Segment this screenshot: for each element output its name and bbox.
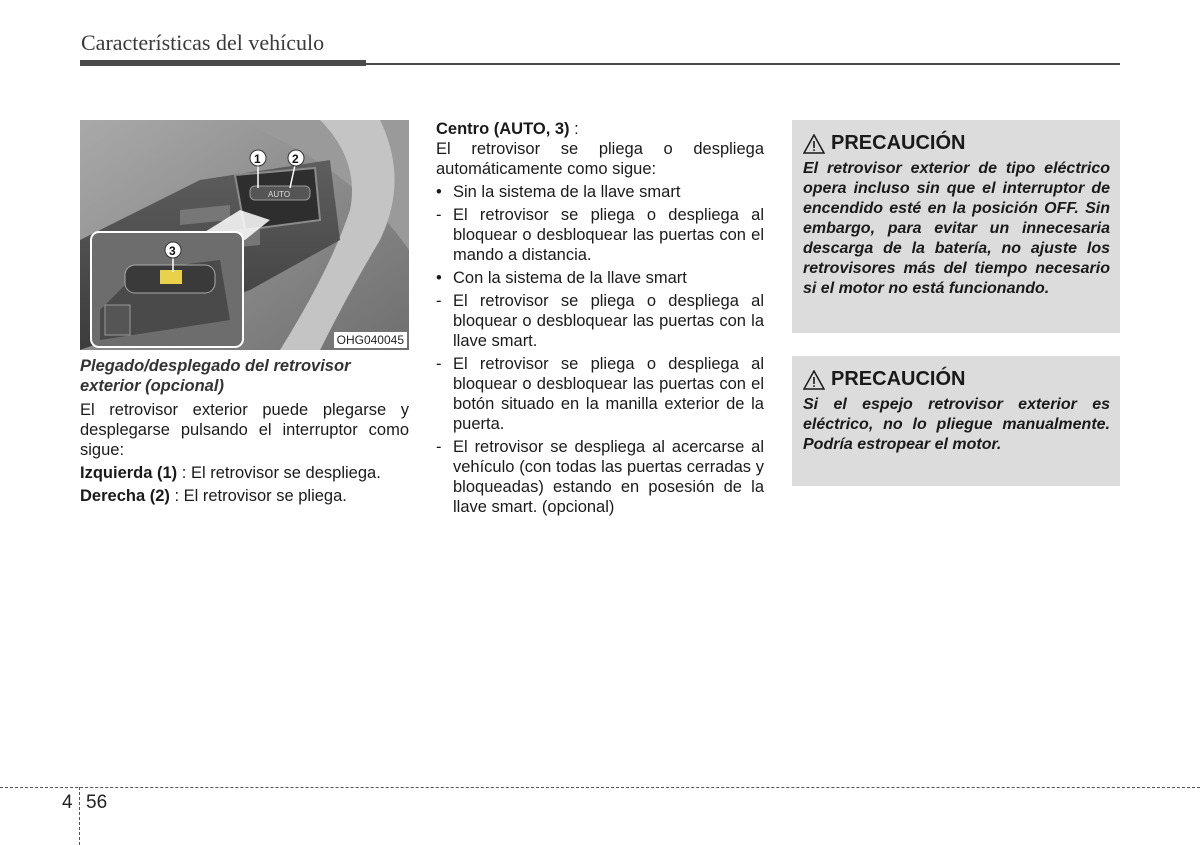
figure-code: OHG040045 <box>334 332 407 348</box>
list-item <box>436 291 764 351</box>
caution-header <box>803 368 1110 391</box>
intro-paragraph: El retrovisor exterior puede plegarse y desplegarse pulsando el interruptor como sigue: <box>80 401 409 459</box>
list-item <box>436 205 764 265</box>
center-switch-label: Centro (AUTO, 3) <box>436 120 570 138</box>
caution-body: Si el espejo retrovisor exterior es eléctrico, no lo pliegue manualmente. Podría estropear el motor. <box>803 396 1110 453</box>
right-switch-line <box>80 486 409 506</box>
callout-3: 3 <box>169 244 176 258</box>
list-item-text: Sin la sistema de la llave smart <box>453 183 681 201</box>
center-intro: El retrovisor se pliega o despliega automáticamente como sigue: <box>436 140 764 178</box>
callout-1: 1 <box>254 152 261 166</box>
right-switch-text: : El retrovisor se pliega. <box>169 487 347 505</box>
chapter-number: 4 <box>62 792 73 813</box>
figure-caption: Plegado/desplegado del retrovisor exterior (opcional) <box>80 357 351 395</box>
dash-mark: - <box>436 292 442 310</box>
list-item <box>436 437 764 517</box>
left-switch-line <box>80 463 409 483</box>
center-switch-line <box>436 119 764 139</box>
header-rule-thick <box>80 60 366 66</box>
dash-mark: - <box>436 438 442 456</box>
list-item-text: El retrovisor se despliega al acercarse al vehículo (con todas las puertas cerradas y bloqueadas) estando en posesión de la llave smart. (opcional) <box>453 438 764 516</box>
page-number: 56 <box>86 792 108 813</box>
caution-body: El retrovisor exterior de tipo eléctrico opera incluso sin que el interruptor de encendido esté en la posición OFF. Sin embargo, para evitar un innecesaria descarga de la batería, no ajuste los retrovisores más del tiempo necesario si el motor no está funcionando. <box>803 160 1110 297</box>
footer-dashed-rule <box>0 787 1200 788</box>
column-middle <box>436 119 764 517</box>
caution-box-1 <box>792 120 1120 333</box>
list-item-text: El retrovisor se pliega o despliega al bloquear o desbloquear las puertas con el mando a distancia. <box>453 206 764 264</box>
right-switch-label: Derecha (2) <box>80 487 170 505</box>
bullet-mark: • <box>436 269 442 287</box>
column-left <box>80 356 409 506</box>
caution-box-2 <box>792 356 1120 486</box>
header-rule-thin <box>366 63 1120 65</box>
auto-switch-label: AUTO <box>268 190 291 199</box>
list-item <box>436 268 764 288</box>
list-item-text: El retrovisor se pliega o despliega al bloquear o desbloquear las puertas con el botón situado en la manilla exterior de la puerta. <box>453 355 764 433</box>
mirror-switch-illustration <box>80 120 409 350</box>
callout-2: 2 <box>292 152 299 166</box>
center-switch-sep: : <box>569 120 579 138</box>
caution-title: PRECAUCIÓN <box>831 132 966 154</box>
caution-header <box>803 132 1110 155</box>
warning-triangle-icon <box>803 370 825 390</box>
page-header-title: Características del vehículo <box>81 30 325 55</box>
left-switch-label: Izquierda (1) <box>80 464 178 482</box>
left-switch-text: : El retrovisor se despliega. <box>177 464 381 482</box>
caution-title: PRECAUCIÓN <box>831 368 966 390</box>
dash-mark: - <box>436 206 442 224</box>
dash-mark: - <box>436 355 442 373</box>
door-panel-drawing <box>80 120 409 350</box>
list-item <box>436 354 764 434</box>
bullet-mark: • <box>436 183 442 201</box>
list-item-text: El retrovisor se pliega o despliega al bloquear o desbloquear las puertas con la llave smart. <box>453 292 764 350</box>
list-item <box>436 182 764 202</box>
warning-triangle-icon <box>803 134 825 154</box>
footer-dashed-divider <box>79 787 80 845</box>
list-item-text: Con la sistema de la llave smart <box>453 269 687 287</box>
